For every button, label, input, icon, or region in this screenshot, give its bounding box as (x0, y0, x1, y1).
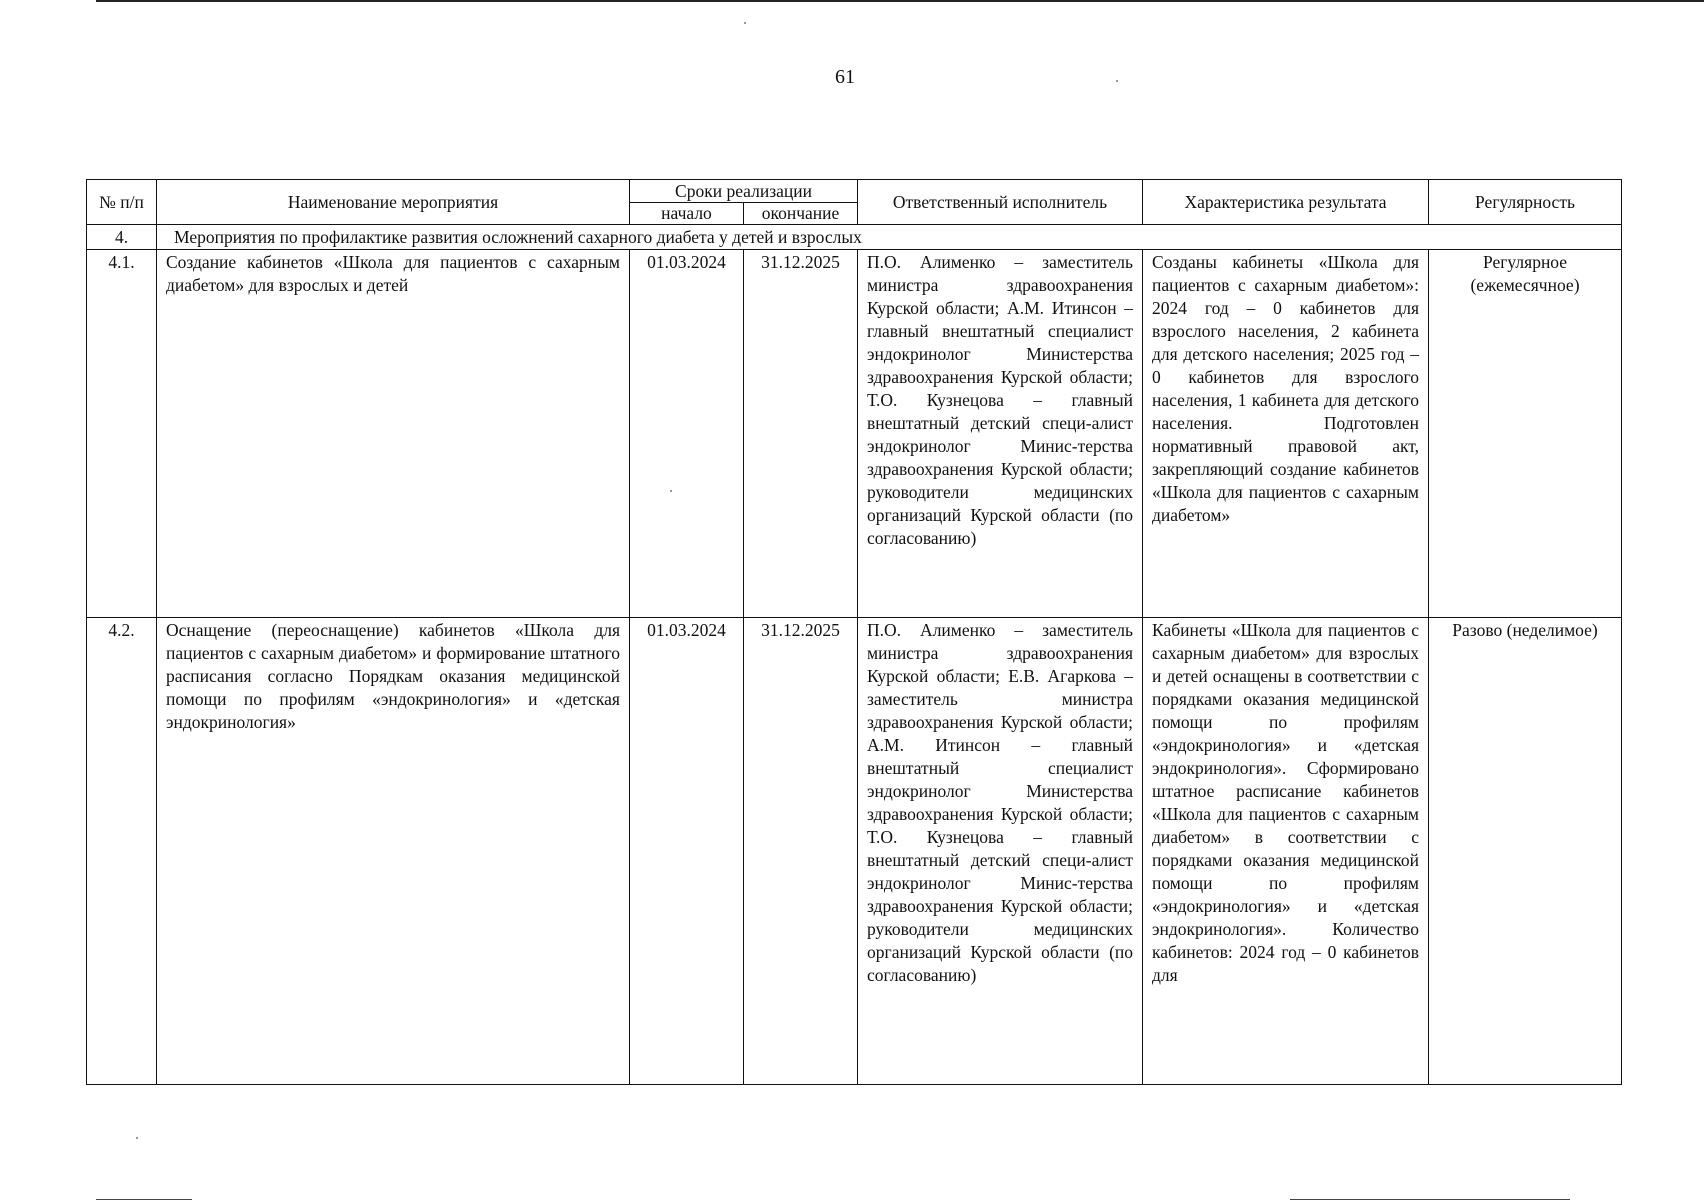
table-row (87, 250, 1622, 618)
header-name: Наименование мероприятия (157, 180, 630, 225)
header-start: начало (630, 203, 744, 225)
header-end: окончание (744, 203, 858, 225)
row-start-date: 01.03.2024 (630, 618, 744, 1085)
page-number: 61 (835, 66, 855, 88)
scan-speck (744, 22, 746, 24)
row-result: Созданы кабинеты «Школа для пациентов с сахарным диабетом»: 2024 год – 0 кабинетов для взрослого населения, 2 кабинета для детского населения; 2025 год – 0 кабинетов для взрослого населения, 1 кабинета для детского населения. Подготовлен нормативный правовой акт, закрепляющий создание кабинетов «Школа для пациентов с сахарным диабетом» (1143, 250, 1429, 618)
row-regularity: Регулярное (ежемесячное) (1429, 250, 1622, 618)
section-num: 4. (87, 225, 157, 250)
header-num: № п/п (87, 180, 157, 225)
scan-speck (136, 1137, 138, 1139)
top-edge-rule (96, 0, 1704, 2)
row-responsible: П.О. Алименко – заместитель министра здравоохранения Курской области; А.М. Итинсон – главный внештатный специалист эндокринолог Министерства здравоохранения Курской области; Т.О. Кузнецова – главный внештатный детский специ-алист эндокринолог Минис-терства здравоохранения Курской области; руководители медицинских организаций Курской области (по согласованию) (858, 250, 1143, 618)
row-result: Кабинеты «Школа для пациентов с сахарным диабетом» для взрослых и детей оснащены в соответствии с порядками оказания медицинской помощи по профилям «эндокринология» и «детская эндокринология». Сформировано штатное расписание кабинетов «Школа для пациентов с сахарным диабетом» в соответствии с порядками оказания медицинской помощи по профилям «эндокринология» и «детская эндокринология». Количество кабинетов: 2024 год – 0 кабинетов для (1143, 618, 1429, 1085)
header-row (87, 180, 1622, 203)
row-measure-name: Оснащение (переоснащение) кабинетов «Школа для пациентов с сахарным диабетом» и формирование штатного расписания согласно Порядкам оказания медицинской помощи по профилям «эндокринология» и «детская эндокринология» (157, 618, 630, 1085)
section-row (87, 225, 1622, 250)
row-num: 4.2. (87, 618, 157, 1085)
header-timeline: Сроки реализации (630, 180, 858, 203)
row-end-date: 31.12.2025 (744, 618, 858, 1085)
measures-table (86, 179, 1622, 1085)
header-result: Характеристика результата (1143, 180, 1429, 225)
row-start-date: 01.03.2024 (630, 250, 744, 618)
row-responsible: П.О. Алименко – заместитель министра здравоохранения Курской области; Е.В. Агаркова – заместитель министра здравоохранения Курской области; А.М. Итинсон – главный внештатный специалист эндокринолог Министерства здравоохранения Курской области; Т.О. Кузнецова – главный внештатный детский специ-алист эндокринолог Минис-терства здравоохранения Курской области; руководители медицинских организаций Курской области (по согласованию) (858, 618, 1143, 1085)
header-responsible: Ответственный исполнитель (858, 180, 1143, 225)
row-num: 4.1. (87, 250, 157, 618)
row-measure-name: Создание кабинетов «Школа для пациентов с сахарным диабетом» для взрослых и детей (157, 250, 630, 618)
header-regularity: Регулярность (1429, 180, 1622, 225)
table-row (87, 618, 1622, 1085)
row-end-date: 31.12.2025 (744, 250, 858, 618)
section-title: Мероприятия по профилактике развития осложнений сахарного диабета у детей и взрослых (157, 225, 1622, 250)
row-regularity: Разово (неделимое) (1429, 618, 1622, 1085)
